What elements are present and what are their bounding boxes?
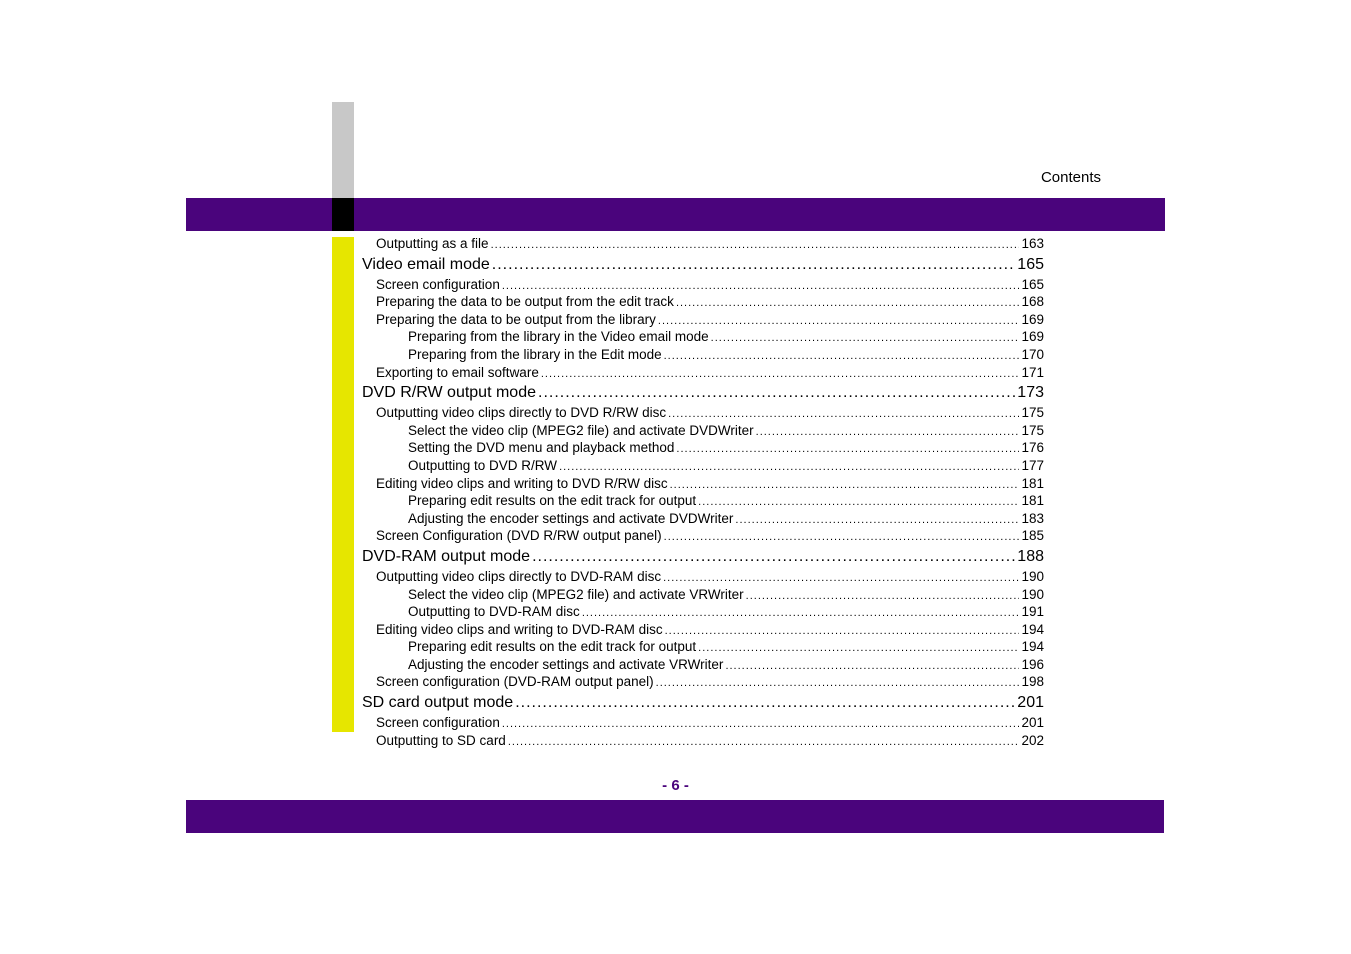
- toc-entry-title: Video email mode: [362, 255, 490, 273]
- toc-leader-dots: [532, 545, 1015, 568]
- toc-entry[interactable]: [362, 364, 1044, 382]
- toc-leader-dots: [664, 348, 1020, 366]
- toc-entry-page: 165: [1017, 255, 1044, 273]
- toc-entry-page: 191: [1021, 604, 1044, 620]
- toc-entry-title: Preparing from the library in the Video email mode: [408, 329, 709, 345]
- toc-entry-title: Preparing edit results on the edit track for output: [408, 493, 697, 509]
- toc-entry-page: 190: [1021, 586, 1044, 602]
- page-number: - 6 -: [662, 777, 689, 794]
- gray-side-tab: [332, 102, 354, 198]
- toc-entry-page: 165: [1021, 276, 1044, 292]
- toc-entry[interactable]: [362, 439, 1044, 457]
- toc-leader-dots: [746, 588, 1020, 606]
- toc-entry-page: 168: [1021, 294, 1044, 310]
- toc-entry[interactable]: [362, 656, 1044, 674]
- toc-leader-dots: [725, 658, 1019, 676]
- toc-entry-page: 169: [1021, 311, 1044, 327]
- toc-leader-dots: [515, 691, 1015, 714]
- toc-entry[interactable]: [362, 492, 1044, 510]
- toc-entry-title: Exporting to email software: [376, 364, 539, 380]
- toc-entry-page: 198: [1021, 674, 1044, 690]
- toc-leader-dots: [698, 494, 1019, 512]
- toc-entry-page: 170: [1021, 346, 1044, 362]
- toc-entry-title: Adjusting the encoder settings and activate DVDWriter: [408, 510, 734, 526]
- toc-entry-title: Editing video clips and writing to DVD-RAM disc: [376, 621, 663, 637]
- toc-entry-page: 181: [1021, 475, 1044, 491]
- toc-entry-title: Outputting video clips directly to DVD-RAM disc: [376, 568, 662, 584]
- toc-entry[interactable]: [362, 568, 1044, 586]
- toc-leader-dots: [665, 623, 1020, 641]
- toc-entry[interactable]: [362, 714, 1044, 732]
- toc-entry[interactable]: [362, 510, 1044, 528]
- toc-leader-dots: [508, 734, 1020, 752]
- toc-entry-page: 194: [1021, 621, 1044, 637]
- toc-entry-page: 173: [1017, 384, 1044, 402]
- toc-entry-page: 175: [1021, 422, 1044, 438]
- toc-leader-dots: [735, 512, 1019, 530]
- toc-entry-title: Preparing the data to be output from the edit track: [376, 294, 674, 310]
- toc-entry-title: Preparing from the library in the Edit mode: [408, 346, 662, 362]
- yellow-side-bar: [332, 237, 354, 732]
- toc-entry-page: 202: [1021, 732, 1044, 748]
- toc-entry-title: Screen Configuration (DVD R/RW output panel): [376, 528, 662, 544]
- toc-entry-page: 201: [1021, 715, 1044, 731]
- toc-entry-page: 175: [1021, 405, 1044, 421]
- toc-entry[interactable]: [362, 638, 1044, 656]
- toc-entry[interactable]: [362, 293, 1044, 311]
- toc-entry-title: SD card output mode: [362, 694, 514, 712]
- toc-entry[interactable]: [362, 235, 1044, 253]
- toc-entry[interactable]: [362, 457, 1044, 475]
- toc-entry-title: Screen configuration (DVD-RAM output panel): [376, 674, 654, 690]
- toc-entry[interactable]: [362, 621, 1044, 639]
- toc-entry-title: Editing video clips and writing to DVD R/RW disc: [376, 475, 668, 491]
- toc-entry[interactable]: [362, 603, 1044, 621]
- toc-entry[interactable]: [362, 404, 1044, 422]
- toc-entry-title: DVD R/RW output mode: [362, 384, 536, 402]
- toc-leader-dots: [711, 330, 1020, 348]
- toc-leader-dots: [756, 424, 1020, 442]
- toc-leader-dots: [538, 381, 1015, 404]
- toc-entry-title: Outputting video clips directly to DVD R/RW disc: [376, 405, 667, 421]
- toc-leader-dots: [670, 477, 1020, 495]
- toc-entry[interactable]: [362, 691, 1044, 714]
- toc-entry[interactable]: [362, 422, 1044, 440]
- toc-entry-title: Outputting to DVD-RAM disc: [408, 604, 580, 620]
- toc-entry[interactable]: [362, 475, 1044, 493]
- toc-entry-page: 196: [1021, 656, 1044, 672]
- toc-entry-title: DVD-RAM output mode: [362, 547, 531, 565]
- toc-entry[interactable]: [362, 381, 1044, 404]
- toc-entry-page: 201: [1017, 694, 1044, 712]
- toc-leader-dots: [698, 640, 1019, 658]
- toc-entry-title: Select the video clip (MPEG2 file) and activate VRWriter: [408, 586, 744, 602]
- toc-leader-dots: [658, 313, 1020, 331]
- toc-entry-page: 194: [1021, 639, 1044, 655]
- footer-band: [186, 800, 1164, 833]
- toc-entry-page: 176: [1021, 440, 1044, 456]
- toc-entry-title: Select the video clip (MPEG2 file) and activate DVDWriter: [408, 422, 754, 438]
- toc-entry[interactable]: [362, 253, 1044, 276]
- toc-entry[interactable]: [362, 545, 1044, 568]
- toc-entry-title: Setting the DVD menu and playback method: [408, 440, 675, 456]
- toc-leader-dots: [492, 253, 1016, 276]
- toc-entry-title: Preparing edit results on the edit track for output: [408, 639, 697, 655]
- toc-leader-dots: [676, 295, 1020, 313]
- toc-entry-title: Outputting to DVD R/RW: [408, 457, 558, 473]
- toc-leader-dots: [502, 716, 1020, 734]
- toc-entry[interactable]: [362, 311, 1044, 329]
- toc-entry-page: 181: [1021, 493, 1044, 509]
- toc-entry[interactable]: [362, 586, 1044, 604]
- toc-entry[interactable]: [362, 346, 1044, 364]
- toc-leader-dots: [676, 441, 1019, 459]
- section-label: Contents: [1040, 169, 1101, 186]
- toc-entry-title: Adjusting the encoder settings and activate VRWriter: [408, 656, 724, 672]
- toc-entry[interactable]: [362, 527, 1044, 545]
- black-side-tab: [332, 198, 354, 231]
- toc-entry[interactable]: [362, 328, 1044, 346]
- toc-entry-title: Outputting to SD card: [376, 732, 506, 748]
- toc-entry-page: 190: [1021, 568, 1044, 584]
- toc-entry-page: 163: [1021, 236, 1044, 251]
- toc-entry-title: Preparing the data to be output from the library: [376, 311, 656, 327]
- toc-entry[interactable]: [362, 276, 1044, 294]
- toc-entry[interactable]: [362, 673, 1044, 691]
- toc-entry[interactable]: [362, 732, 1044, 750]
- toc-entry-page: 185: [1021, 528, 1044, 544]
- toc-entry-page: 171: [1021, 364, 1044, 380]
- toc-entry-title: Screen configuration: [376, 276, 500, 292]
- toc-entry-page: 188: [1017, 547, 1044, 565]
- toc-entry-page: 177: [1021, 457, 1044, 473]
- toc-entry-page: 183: [1021, 510, 1044, 526]
- toc-entry-title: Screen configuration: [376, 715, 500, 731]
- toc-entry-page: 169: [1021, 329, 1044, 345]
- table-of-contents: [362, 235, 1044, 749]
- toc-entry-title: Outputting as a file: [376, 236, 489, 251]
